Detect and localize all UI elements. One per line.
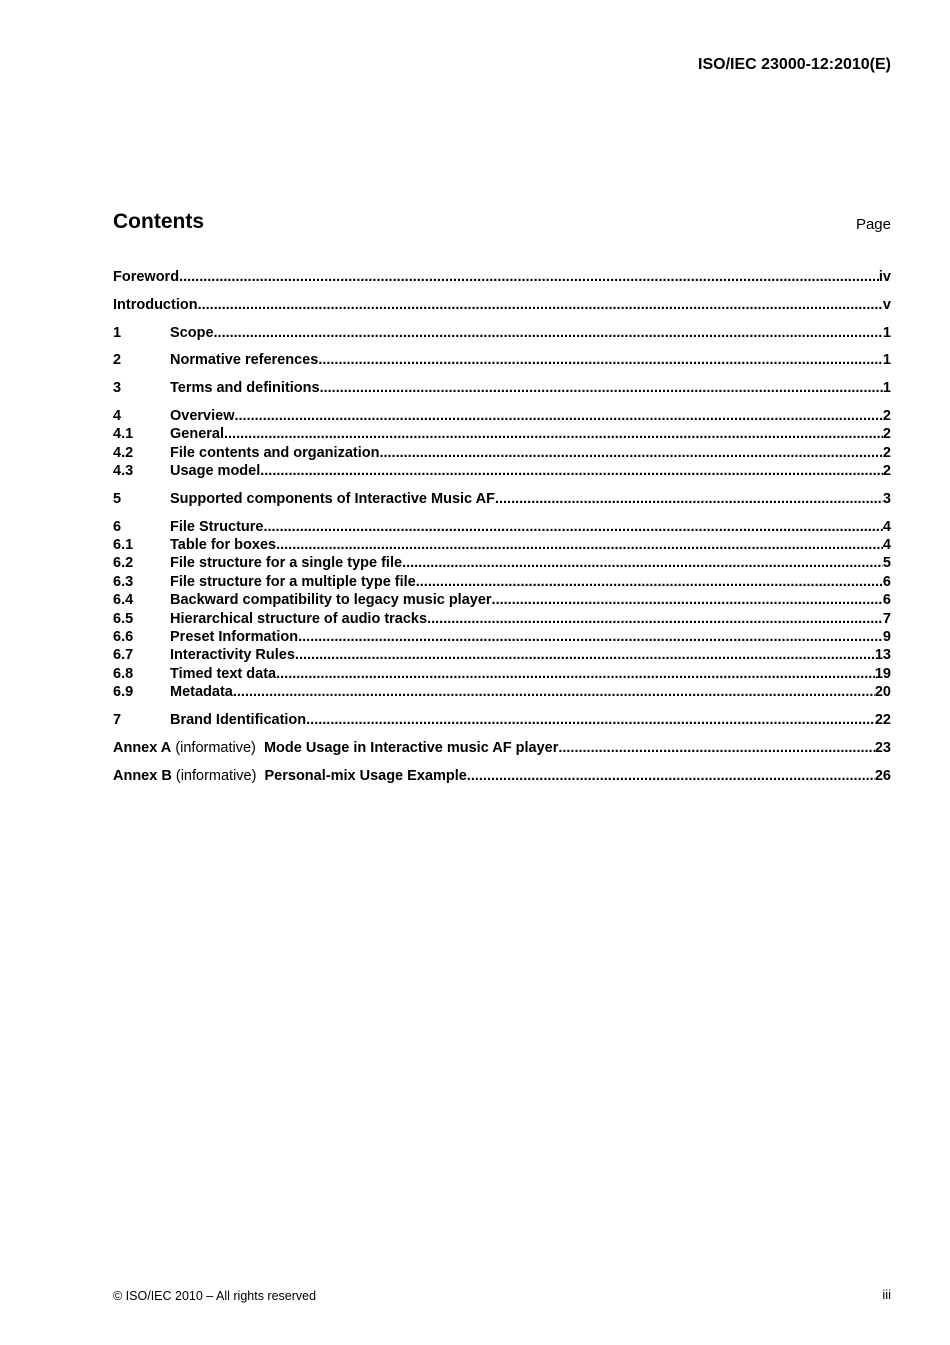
toc-entry-page: 5 [882,555,891,572]
toc-entry-title: Supported components of Interactive Music AF [170,490,495,507]
toc-entry-number: 6 [113,518,122,535]
toc-entry-page: 3 [882,490,891,507]
toc-entry-title: Backward compatibility to legacy music player [170,592,492,609]
toc-entry-number: 6.7 [113,647,134,664]
toc-entry-page: 1 [882,352,891,369]
toc-entry-number: 6.1 [113,537,134,554]
toc-entry-6-6[interactable] [113,628,891,646]
toc-entry-title: Hierarchical structure of audio tracks [170,610,428,627]
toc-leader-dots [198,296,883,314]
toc-entry-4-1[interactable] [113,425,891,443]
toc-leader-dots [318,351,883,369]
toc-entry-title: File structure for a multiple type file [170,573,416,590]
toc-entry-6-8[interactable] [113,665,891,683]
toc-entry-title: Normative references [170,352,319,369]
toc-leader-dots [276,536,883,554]
toc-entry-number: 4 [113,407,122,424]
toc-entry-number: 6.8 [113,665,134,682]
toc-entry-number: 6.4 [113,592,134,609]
toc-leader-dots [558,739,875,757]
toc-leader-dots [263,518,882,536]
toc-entry-6-2[interactable] [113,554,891,572]
toc-entry-number: 4.2 [113,444,134,461]
toc-entry-page: v [882,296,891,313]
toc-leader-dots [306,711,875,729]
toc-entry-title: File Structure [170,518,264,535]
toc-annex-informative: (informative) [175,767,257,784]
toc-entry-6-7[interactable] [113,646,891,664]
toc-annex-label: Annex B [113,767,172,784]
toc-entry-number: 6.6 [113,628,134,645]
toc-entry-title: Brand Identification [170,711,307,728]
toc-entry-title: Usage model [170,463,261,480]
toc-entry-page: 20 [874,684,891,701]
toc-annex-label: Annex A [113,739,172,756]
toc-entry-6-3[interactable] [113,573,891,591]
toc-entry-page: 23 [874,739,891,756]
toc-entry-1[interactable] [113,324,891,342]
toc-leader-dots [260,462,883,480]
toc-entry-4-2[interactable] [113,444,891,462]
toc-entry-title: Overview [170,407,235,424]
toc-entry-page: 2 [882,463,891,480]
toc-entry-page: 13 [874,647,891,664]
document-id: ISO/IEC 23000-12:2010(E) [698,56,891,73]
toc-entry-number: 2 [113,352,122,369]
toc-entry-number: 4.3 [113,463,134,480]
toc-annex-informative: (informative) [175,739,256,756]
toc-entry-title: Metadata [170,684,233,701]
page-column-label: Page [855,216,891,233]
toc-entry-page: 1 [882,380,891,397]
toc-entry-7[interactable] [113,711,891,729]
toc-leader-dots [298,628,883,646]
toc-entry-2[interactable] [113,351,891,369]
toc-leader-dots [233,683,875,701]
toc-entry-number: 3 [113,380,122,397]
toc-entry-page: 2 [882,444,891,461]
toc-entry-page: 2 [882,426,891,443]
toc-entry-page: 7 [882,610,891,627]
table-of-contents [113,268,891,785]
contents-title: Contents [113,210,204,233]
toc-entry-foreword[interactable] [113,268,891,286]
toc-entry-page: 19 [874,665,891,682]
toc-entry-title: Preset Information [170,628,299,645]
toc-entry-number: 6.3 [113,573,134,590]
toc-entry-title: Mode Usage in Interactive music AF player [263,739,559,756]
toc-entry-3[interactable] [113,379,891,397]
toc-leader-dots [402,554,883,572]
toc-entry-title: File structure for a single type file [170,555,403,572]
toc-entry-6-5[interactable] [113,610,891,628]
toc-entry-page: iv [878,269,891,285]
toc-entry-title: Introduction [113,296,198,313]
toc-entry-annex-a[interactable] [113,739,891,757]
toc-entry-title: Scope [170,324,214,341]
toc-entry-number: 5 [113,490,122,507]
toc-entry-annex-b[interactable] [113,767,891,785]
toc-entry-page: 4 [882,518,891,535]
toc-leader-dots [492,591,883,609]
toc-entry-6-1[interactable] [113,536,891,554]
toc-entry-page: 9 [882,628,891,645]
footer-page-number: iii [882,1287,891,1302]
toc-entry-4-3[interactable] [113,462,891,480]
toc-leader-dots [224,425,883,443]
toc-entry-page: 1 [882,324,891,341]
toc-entry-title: Interactivity Rules [170,647,295,664]
toc-entry-title: File contents and organization [170,444,380,461]
toc-entry-title: Foreword [113,269,180,285]
toc-entry-introduction[interactable] [113,296,891,314]
toc-leader-dots [235,407,883,425]
toc-entry-number: 7 [113,711,122,728]
footer-copyright: © ISO/IEC 2010 – All rights reserved [113,1289,317,1303]
toc-leader-dots [214,324,883,342]
toc-entry-page: 2 [882,407,891,424]
toc-entry-title: Table for boxes [170,537,277,554]
toc-entry-number: 4.1 [113,426,134,443]
toc-entry-number: 1 [113,324,122,341]
toc-entry-5[interactable] [113,490,891,508]
toc-entry-page: 6 [882,573,891,590]
toc-leader-dots [467,767,875,785]
toc-entry-6-4[interactable] [113,591,891,609]
toc-entry-title: General [170,426,224,443]
toc-leader-dots [179,268,879,286]
toc-entry-title: Personal-mix Usage Example [264,767,467,784]
toc-entry-4[interactable] [113,407,891,425]
toc-leader-dots [427,610,883,628]
toc-leader-dots [495,490,883,508]
toc-entry-title: Timed text data [170,665,277,682]
toc-leader-dots [295,646,875,664]
toc-entry-6[interactable] [113,518,891,536]
toc-entry-title: Terms and definitions [170,380,320,397]
toc-entry-number: 6.2 [113,555,134,572]
toc-entry-number: 6.9 [113,684,134,701]
toc-entry-page: 22 [874,711,891,728]
toc-entry-number: 6.5 [113,610,134,627]
toc-entry-page: 4 [882,537,891,554]
toc-entry-6-9[interactable] [113,683,891,701]
toc-leader-dots [276,665,875,683]
toc-entry-page: 6 [882,592,891,609]
toc-leader-dots [320,379,883,397]
toc-entry-page: 26 [874,767,891,784]
toc-leader-dots [416,573,883,591]
toc-leader-dots [379,444,882,462]
